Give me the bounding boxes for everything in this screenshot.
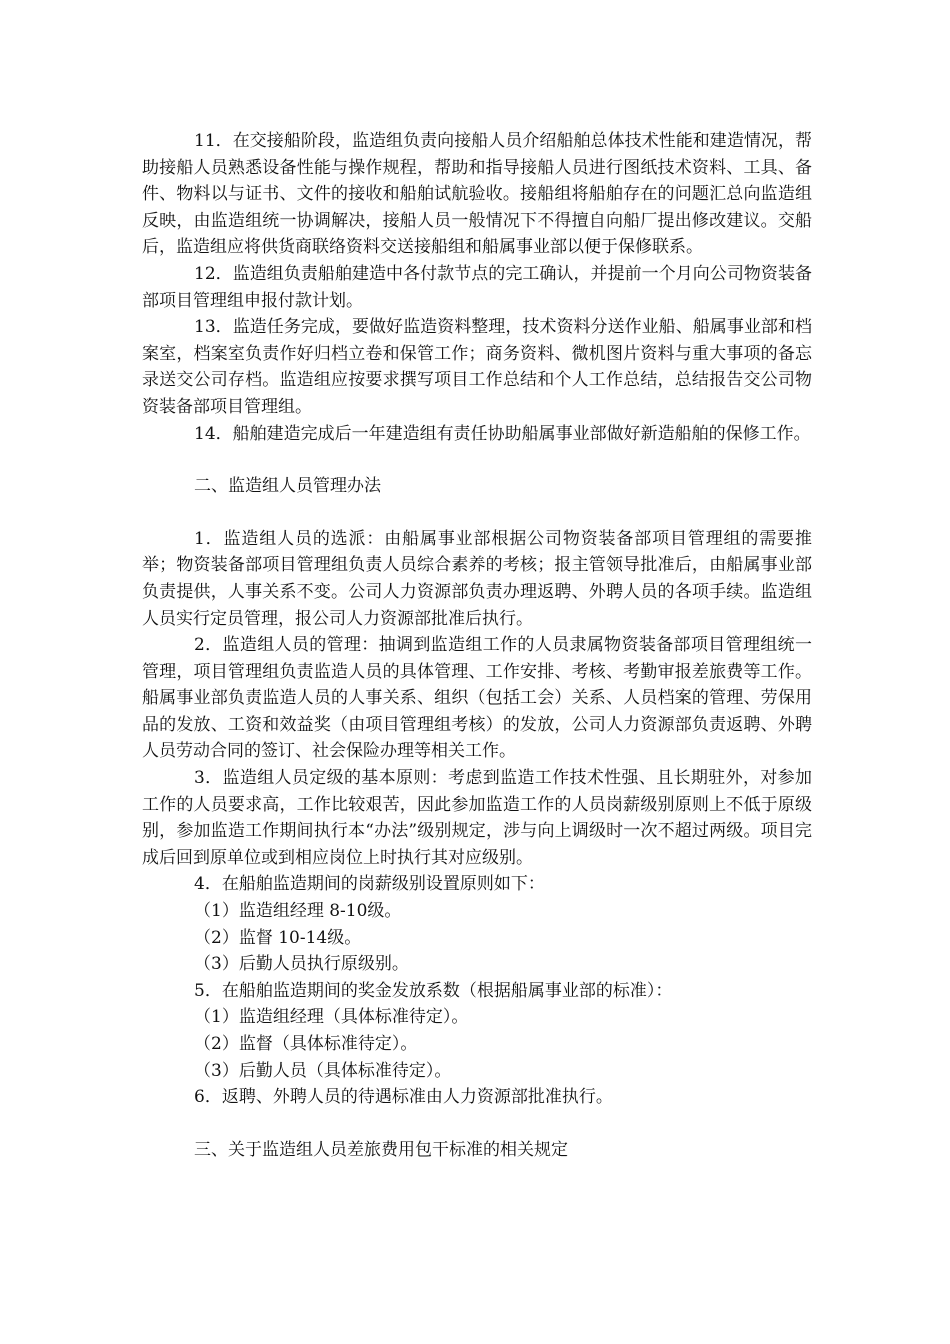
list-subitem-5-3: （3）后勤人员（具体标准待定）。: [194, 1060, 452, 1081]
list-subitem-4-1: （1）监造组经理 8-10级。: [194, 901, 402, 922]
list-subitem-5-2: （2）监督（具体标准待定）。: [194, 1034, 418, 1054]
paragraph-section2-item-3: 3．监造组人员定级的基本原则：考虑到监造工作技术性强、且长期驻外，对参加工作的人员要求高，工作比较艰苦，因此参加监造工作的人员岗薪级别原则上不低于原级别，参加监造工作期间执行本“办法”级别规定，涉与向上调级时一次不超过两级。项目完成后回到原单位或到相应岗位上时执行其对应级别。: [142, 768, 812, 868]
section-3-heading: 三、关于监造组人员差旅费用包干标准的相关规定: [194, 1139, 568, 1160]
paragraph-section2-item-1: 1．监造组人员的选派：由船属事业部根据公司物资装备部项目管理组的需要推举；物资装备部项目管理组负责人员综合素养的考核；报主管领导批准后，由船属事业部负责提供，人事关系不变。公司人力资源部负责办理返聘、外聘人员的各项手续。监造组人员实行定员管理，报公司人力资源部批准后执行。: [142, 528, 812, 629]
section-2-heading: 二、监造组人员管理办法: [194, 476, 381, 497]
spacer: [142, 1111, 812, 1137]
document-page: [142, 128, 812, 1163]
paragraph-item-14: 14．船舶建造完成后一年建造组有责任协助船属事业部做好新造船舶的保修工作。: [194, 423, 811, 444]
list-item-6: 6．返聘、外聘人员的待遇标准由人力资源部批准执行。: [194, 1087, 613, 1108]
paragraph-section2-item-2: 2．监造组人员的管理：抽调到监造组工作的人员隶属物资装备部项目管理组统一管理，项目管理组负责监造人员的具体管理、工作安排、考核、考勤审报差旅费等工作。船属事业部负责监造人员的人事关系、组织（包括工会）关系、人员档案的管理、劳保用品的发放、工资和效益奖（由项目管理组考核）的发放，公司人力资源部负责返聘、外聘人员劳动合同的签订、社会保险办理等相关工作。: [142, 635, 812, 762]
list-subitem-5-1: （1）监造组经理（具体标准待定）。: [194, 1007, 469, 1028]
paragraph-item-12: 12．监造组负责船舶建造中各付款节点的完工确认，并提前一个月向公司物资装备部项目管理组申报付款计划。: [142, 263, 812, 311]
list-subitem-4-2: （2）监督 10-14级。: [194, 927, 362, 948]
paragraph-item-11: 11．在交接船阶段，监造组负责向接船人员介绍船舶总体技术性能和建造情况，帮助接船人员熟悉设备性能与操作规程，帮助和指导接船人员进行图纸技术资料、工具、备件、物料以与证书、文件的接收和船舶试航验收。接船组将船舶存在的问题汇总向监造组反映，由监造组统一协调解决，接船人员一般情况下不得擅自向船厂提出修改建议。交船后，监造组应将供货商联络资料交送接船组和船属事业部以便于保修联系。: [142, 131, 812, 258]
paragraph-item-13: 13．监造任务完成，要做好监造资料整理，技术资料分送作业船、船属事业部和档案室，档案室负责作好归档立卷和保管工作；商务资料、微机图片资料与重大事项的备忘录送交公司存档。监造组应按要求撰写项目工作总结和个人工作总结，总结报告交公司物资装备部项目管理组。: [142, 317, 812, 417]
spacer: [142, 500, 812, 526]
list-item-5: 5．在船舶监造期间的奖金发放系数（根据船属事业部的标准）：: [194, 980, 673, 1001]
list-subitem-4-3: （3）后勤人员执行原级别。: [194, 954, 409, 975]
list-item-4: 4．在船舶监造期间的岗薪级别设置原则如下：: [194, 874, 545, 895]
spacer: [142, 447, 812, 473]
